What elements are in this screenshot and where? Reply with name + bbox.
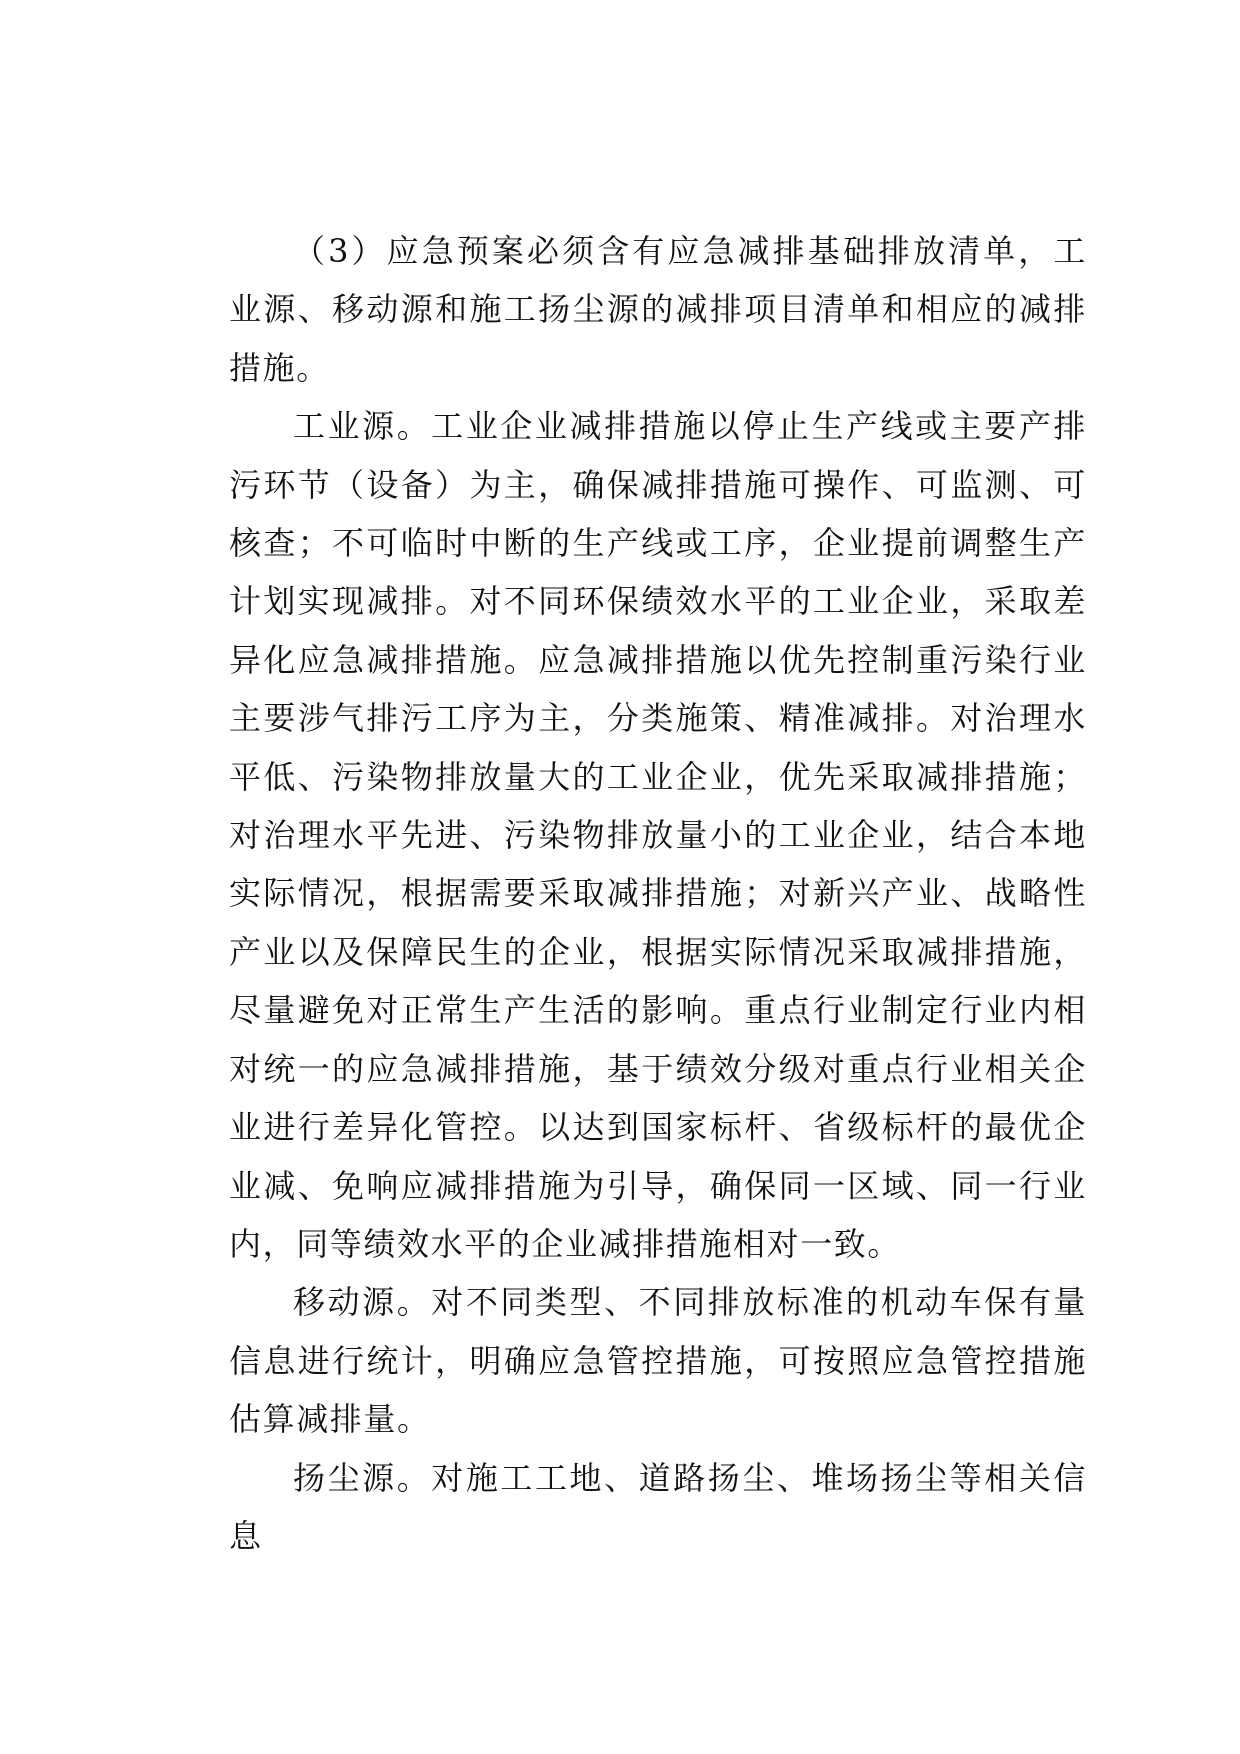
paragraph-emission-inventory: （3）应急预案必须含有应急减排基础排放清单，工业源、移动源和施工扬尘源的减排项目清单和相应的减排措施。: [229, 232, 1087, 387]
document-body: [229, 222, 1087, 1565]
paragraph-industrial-source: 工业源。工业企业减排措施以停止生产线或主要产排污环节（设备）为主，确保减排措施可操作、可监测、可核查；不可临时中断的生产线或工序，企业提前调整生产计划实现减排。对不同环保绩效水平的工业企业，采取差异化应急减排措施。应急减排措施以优先控制重污染行业主要涉气排污工序为主，分类施策、精准减排。对治理水平低、污染物排放量大的工业企业，优先采取减排措施；对治理水平先进、污染物排放量小的工业企业，结合本地实际情况，根据需要采取减排措施；对新兴产业、战略性产业以及保障民生的企业，根据实际情况采取减排措施，尽量避免对正常生产生活的影响。重点行业制定行业内相对统一的应急减排措施，基于绩效分级对重点行业相关企业进行差异化管控。以达到国家标杆、省级标杆的最优企业减、免响应减排措施为引导，确保同一区域、同一行业内，同等绩效水平的企业减排措施相对一致。: [229, 407, 1087, 1263]
paragraph-dust-source: 扬尘源。对施工工地、道路扬尘、堆场扬尘等相关信息: [229, 1458, 1087, 1555]
paragraph-mobile-source: 移动源。对不同类型、不同排放标准的机动车保有量信息进行统计，明确应急管控措施，可按照应急管控措施估算减排量。: [229, 1283, 1087, 1439]
